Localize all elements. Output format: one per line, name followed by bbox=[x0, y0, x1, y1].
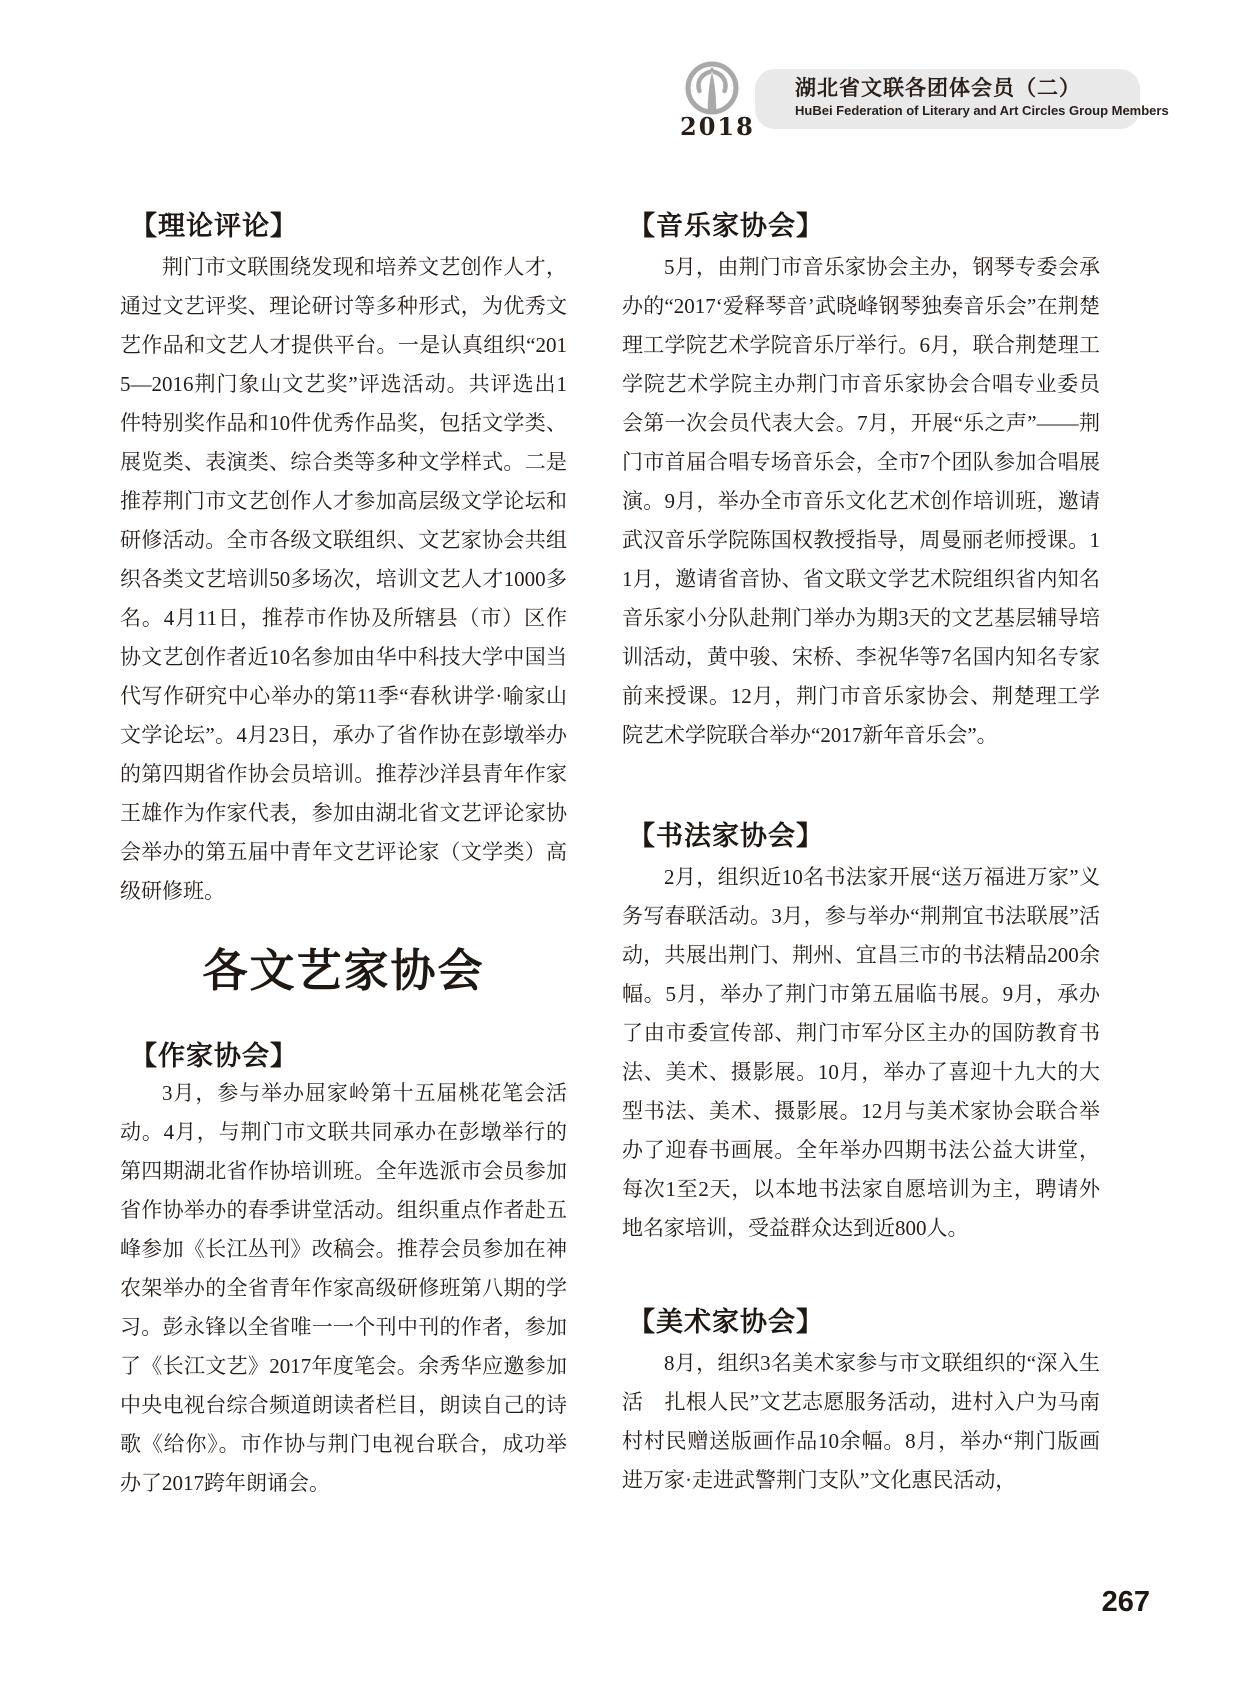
header-banner bbox=[755, 69, 1169, 129]
section-art bbox=[622, 1304, 1100, 1500]
section-body-calligraphy: 2月，组织近10名书法家开展“送万福进万家”义务写春联活动。3月，参与举办“荆荆宜书法联展”活动，共展出荆门、荆州、宜昌三市的书法精品200余幅。5月，举办了荆门市第五届临书展。9月，承办了由市委宣传部、荆门市军分区主办的国防教育书法、美术、摄影展。10月，举办了喜迎十九大的大型书法、美术、摄影展。12月与美术家协会联合举办了迎春书画展。全年举办四期书法公益大讲堂，每次1至2天，以本地书法家自愿培训为主，聘请外地名家培训，受益群众达到近800人。 bbox=[622, 865, 1100, 1240]
section-theory bbox=[120, 208, 567, 911]
section-heading-theory: 【理论评论】 bbox=[130, 211, 298, 241]
header-title-cn: 湖北省文联各团体会员（二） bbox=[795, 77, 1081, 100]
section-body-art: 8月，组织3名美术家参与市文联组织的“深入生活 扎根人民”文艺志愿服务活动，进村入户为马南村村民赠送版画作品10余幅。8月，举办“荆门版画进万家·走进武警荆门支队”文化惠民活动， bbox=[622, 1351, 1100, 1492]
header-title-en: HuBei Federation of Literary and Art Circles Group Members bbox=[795, 103, 1169, 118]
section-heading-writers: 【作家协会】 bbox=[130, 1041, 298, 1071]
section-body-writers: 3月，参与举办屈家岭第十五届桃花笔会活动。4月，与荆门市文联共同承办在彭墩举行的第四期湖北省作协培训班。全年选派市会员参加省作协举办的春季讲堂活动。组织重点作者赴五峰参加《长江丛刊》改稿会。推荐会员参加在神农架举办的全省青年作家高级研修班第八期的学习。彭永锋以全省唯一一个刊中刊的作者，参加了《长江文艺》2017年度笔会。余秀华应邀参加中央电视台综合频道朗读者栏目，朗读自己的诗歌《给你》。市作协与荆门电视台联合，成功举办了2017跨年朗诵会。 bbox=[120, 1081, 567, 1495]
section-calligraphy bbox=[622, 818, 1100, 1248]
section-body-theory: 荆门市文联围绕发现和培养文艺创作人才，通过文艺评奖、理论研讨等多种形式，为优秀文艺作品和文艺人才提供平台。一是认真组织“2015—2016荆门象山文艺奖”评选活动。共评选出1件特别奖作品和10件优秀作品奖，包括文学类、展览类、表演类、综合类等多种文学样式。二是推荐荆门市文艺创作人才参加高层级文学论坛和研修活动。全市各级文联组织、文艺家协会共组织各类文艺培训50多场次，培训文艺人才1000多名。4月11日，推荐市作协及所辖县（市）区作协文艺创作者近10名参加由华中科技大学中国当代写作研究中心举办的第11季“春秋讲学·喻家山文学论坛”。4月23日，承办了省作协在彭墩举办的第四期省作协会员培训。推荐沙洋县青年作家王雄作为作家代表，参加由湖北省文艺评论家协会举办的第五届中青年文艺评论家（文学类）高级研修班。 bbox=[120, 255, 567, 903]
section-music bbox=[622, 208, 1100, 755]
page-number: 267 bbox=[1101, 1586, 1150, 1618]
section-writers bbox=[120, 1038, 567, 1503]
section-body-music: 5月，由荆门市音乐家协会主办，钢琴专委会承办的“2017‘爱释琴音’武晓峰钢琴独奏音乐会”在荆楚理工学院艺术学院音乐厅举行。6月，联合荆楚理工学院艺术学院主办荆门市音乐家协会合唱专业委员会第一次会员代表大会。7月，开展“乐之声”——荆门市首届合唱专场音乐会，全市7个团队参加合唱展演。9月，举办全市音乐文化艺术创作培训班，邀请武汉音乐学院陈国权教授指导，周曼丽老师授课。11月，邀请省音协、省文联文学艺术院组织省内知名音乐家小分队赴荆门举办为期3天的文艺基层辅导培训活动，黄中骏、宋桥、李祝华等7名国内知名专家前来授课。12月，荆门市音乐家协会、荆楚理工学院艺术学院联合举办“2017新年音乐会”。 bbox=[622, 255, 1100, 747]
group-associations-heading: 各文艺家协会 bbox=[202, 945, 485, 996]
section-heading-art: 【美术家协会】 bbox=[628, 1307, 824, 1337]
header-year: 2018 bbox=[680, 112, 755, 141]
section-heading-music: 【音乐家协会】 bbox=[628, 211, 824, 241]
section-heading-calligraphy: 【书法家协会】 bbox=[628, 821, 824, 851]
federation-logo-icon bbox=[684, 60, 740, 116]
